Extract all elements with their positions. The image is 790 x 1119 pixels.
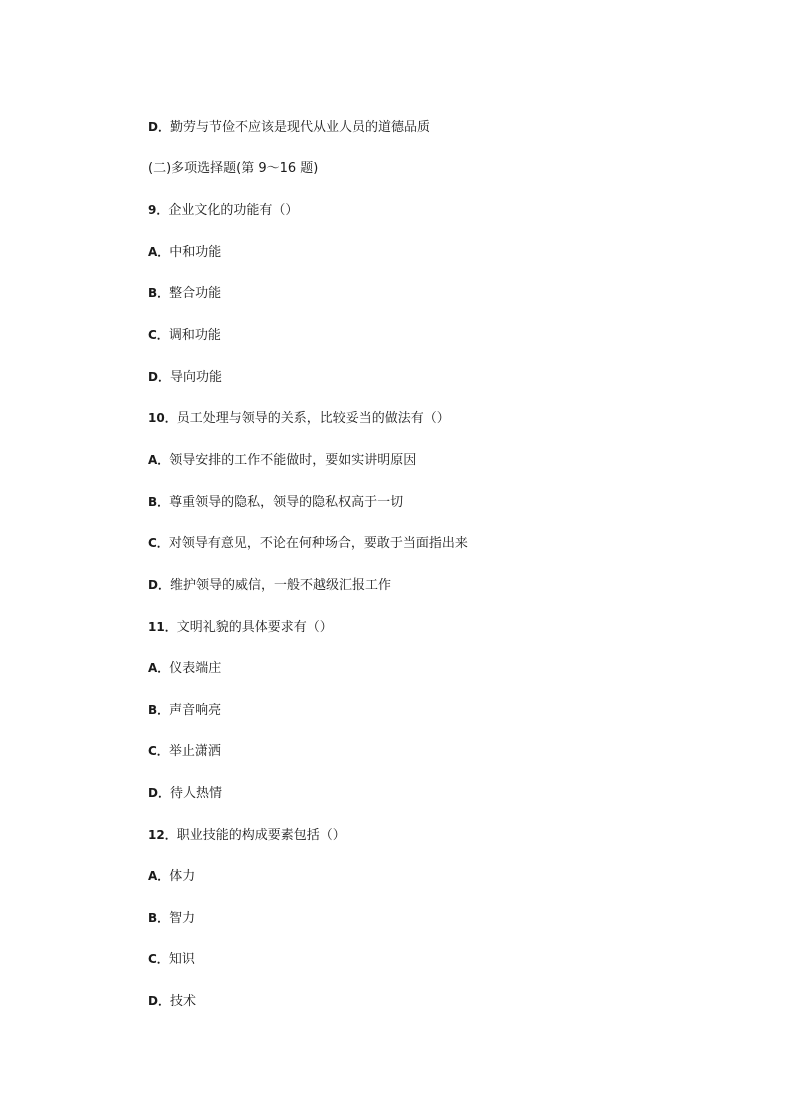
option-text: 对领导有意见，不论在何种场合，要敢于当面指出来 xyxy=(168,536,468,551)
option-text: 智力 xyxy=(169,911,196,926)
option-text: 导向功能 xyxy=(169,370,222,385)
question-text: 职业技能的构成要素包括（） xyxy=(176,828,346,843)
option-letter: D． xyxy=(148,578,170,592)
option-line xyxy=(148,534,468,553)
option-text: 技术 xyxy=(169,994,196,1009)
option-line xyxy=(148,867,195,886)
option-letter: C． xyxy=(148,536,169,550)
question-line xyxy=(148,618,333,637)
option-text: 勤劳与节俭不应该是现代从业人员的道德品质 xyxy=(169,120,430,135)
option-text: 待人热情 xyxy=(169,786,222,801)
section-heading xyxy=(148,160,318,178)
option-line xyxy=(148,576,391,595)
option-line xyxy=(148,950,195,969)
section-heading-text: (二)多项选择题(第 9～16 题) xyxy=(148,161,319,176)
question-number: 10． xyxy=(148,411,177,425)
option-line xyxy=(148,243,221,262)
question-text: 企业文化的功能有（） xyxy=(168,203,299,218)
option-line xyxy=(148,451,416,470)
question-number: 9． xyxy=(148,203,169,217)
option-text: 整合功能 xyxy=(169,286,222,301)
option-letter: D． xyxy=(148,994,170,1008)
option-line xyxy=(148,659,221,678)
option-letter: C． xyxy=(148,952,169,966)
option-letter: A． xyxy=(148,661,170,675)
option-text: 中和功能 xyxy=(169,245,222,260)
option-letter: A． xyxy=(148,245,170,259)
option-text: 知识 xyxy=(168,952,195,967)
question-line xyxy=(148,826,346,845)
question-number: 11． xyxy=(148,620,177,634)
option-line xyxy=(148,284,221,303)
option-line xyxy=(148,742,221,761)
option-text: 领导安排的工作不能做时，要如实讲明原因 xyxy=(169,453,417,468)
option-text: 调和功能 xyxy=(168,328,221,343)
option-letter: D． xyxy=(148,370,170,384)
question-text: 文明礼貌的具体要求有（） xyxy=(176,620,333,635)
option-line xyxy=(148,909,195,928)
option-letter: A． xyxy=(148,453,170,467)
question-line xyxy=(148,201,298,220)
option-text: 仪表端庄 xyxy=(169,661,222,676)
option-letter: B． xyxy=(148,495,170,509)
option-letter: C． xyxy=(148,744,169,758)
option-letter: B． xyxy=(148,286,170,300)
option-line xyxy=(148,784,222,803)
option-line xyxy=(148,368,222,387)
option-text: 举止潇洒 xyxy=(168,744,221,759)
option-letter: A． xyxy=(148,869,170,883)
option-letter: D． xyxy=(148,786,170,800)
question-text: 员工处理与领导的关系，比较妥当的做法有（） xyxy=(176,411,450,426)
option-letter: D． xyxy=(148,120,170,134)
option-letter: B． xyxy=(148,703,170,717)
option-letter: C． xyxy=(148,328,169,342)
option-line xyxy=(148,992,196,1011)
option-line xyxy=(148,493,403,512)
question-line xyxy=(148,409,450,428)
option-text: 尊重领导的隐私，领导的隐私权高于一切 xyxy=(169,495,404,510)
question-number: 12． xyxy=(148,828,177,842)
option-line xyxy=(148,326,221,345)
option-text: 维护领导的威信，一般不越级汇报工作 xyxy=(169,578,391,593)
option-letter: B． xyxy=(148,911,170,925)
option-text: 体力 xyxy=(169,869,196,884)
option-text: 声音响亮 xyxy=(169,703,222,718)
option-line xyxy=(148,118,430,137)
option-line xyxy=(148,701,221,720)
